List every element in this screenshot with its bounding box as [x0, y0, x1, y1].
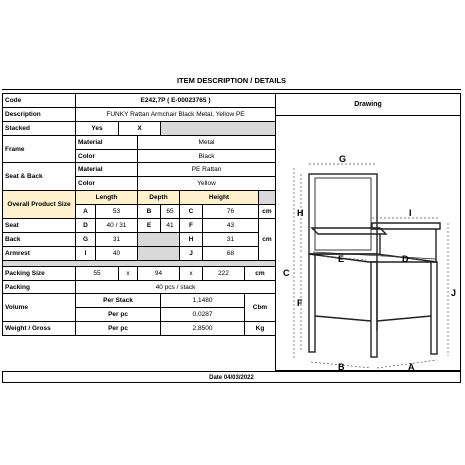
dim-g-value: 31: [96, 232, 138, 246]
packing-value: 40 pcs / stack: [76, 280, 276, 294]
seat-back-material-value: PE Rattan: [138, 163, 276, 177]
length-header: Length: [76, 191, 138, 205]
frame-color-value: Black: [138, 149, 276, 163]
overall-header-row: [3, 191, 276, 205]
dim-h-letter: H: [180, 232, 203, 246]
label-d: D: [402, 254, 409, 264]
packing-row: [3, 280, 276, 294]
label-g: G: [339, 154, 347, 164]
date-footer: Date 04/03/2022: [2, 371, 461, 383]
packing-size-v2: 94: [138, 266, 180, 280]
weight-per-pc-label: Per pc: [76, 322, 161, 336]
volume-per-stack-label: Per Stack: [76, 294, 161, 308]
weight-per-pc-value: 2,8500: [161, 322, 245, 336]
stacked-mark: X: [119, 121, 161, 135]
packing-size-v3: 222: [203, 266, 245, 280]
code-value: E242,7P ( E-00023765 ): [76, 94, 276, 108]
volume-per-stack-value: 1,1480: [161, 294, 245, 308]
packing-label: Packing: [3, 280, 76, 294]
overall-header-empty: [259, 191, 276, 205]
back-label: Back: [3, 232, 76, 246]
dim-b-letter: B: [138, 205, 161, 219]
label-a: A: [408, 362, 415, 371]
dim-h-value: 31: [203, 232, 259, 246]
back-empty: [138, 232, 180, 246]
overall-label: Overall Product Size: [3, 191, 76, 219]
label-e: E: [338, 254, 345, 264]
seat-back-color-value: Yellow: [138, 177, 276, 191]
dim-j-letter: J: [180, 246, 203, 260]
weight-label: Weight / Gross: [3, 322, 76, 336]
description-label: Description: [3, 107, 76, 121]
seat-back-label: Seat & Back: [3, 163, 76, 191]
label-i: I: [409, 208, 412, 218]
chair-frame: [309, 174, 440, 357]
dim-i-value: 40: [96, 246, 138, 260]
stacked-label: Stacked: [3, 121, 76, 135]
dim-j-value: 68: [203, 246, 259, 260]
packing-size-v1: 55: [76, 266, 119, 280]
spec-sheet: [2, 72, 461, 385]
packing-size-x1: x: [119, 266, 138, 280]
spec-table: [2, 93, 276, 336]
frame-color-label: Color: [76, 149, 138, 163]
volume-stack-row: [3, 294, 276, 308]
dim-e-value: 41: [161, 219, 180, 233]
label-h: H: [297, 208, 304, 218]
height-header: Height: [180, 191, 259, 205]
dim-a-letter: A: [76, 205, 96, 219]
code-label: Code: [3, 94, 76, 108]
weight-unit: Kg: [245, 322, 276, 336]
label-c: C: [283, 268, 290, 278]
dim-i-letter: I: [76, 246, 96, 260]
seat-back-material-label: Material: [76, 163, 138, 177]
label-b: B: [338, 362, 345, 371]
stacked-yes: Yes: [76, 121, 119, 135]
dim-c-letter: C: [180, 205, 203, 219]
description-value: FUNKY Rattan Armchair Black Metal, Yellow PE: [76, 107, 276, 121]
drawing-title: Drawing: [276, 94, 460, 116]
back-row: [3, 232, 276, 246]
seat-back-material-row: [3, 163, 276, 177]
frame-material-value: Metal: [138, 135, 276, 149]
armrest-empty: [138, 246, 180, 260]
weight-row: [3, 322, 276, 336]
volume-label: Volume: [3, 294, 76, 322]
packing-size-x2: x: [180, 266, 203, 280]
overall-unit: cm: [259, 205, 276, 219]
depth-header: Depth: [138, 191, 180, 205]
frame-label: Frame: [3, 135, 76, 163]
code-row: [3, 94, 276, 108]
dim-b-value: 65: [161, 205, 180, 219]
frame-material-label: Material: [76, 135, 138, 149]
dim-e-letter: E: [138, 219, 161, 233]
packing-size-label: Packing Size: [3, 266, 76, 280]
volume-per-pc-label: Per pc: [76, 308, 161, 322]
seat-label: Seat: [3, 219, 76, 233]
drawing-panel: [275, 93, 461, 371]
packing-size-unit: cm: [245, 266, 276, 280]
volume-per-pc-value: 0,0287: [161, 308, 245, 322]
chair-drawing: [276, 116, 462, 371]
stacked-empty: [161, 121, 276, 135]
seat-back-color-label: Color: [76, 177, 138, 191]
dim-a-value: 53: [96, 205, 138, 219]
dim-f-letter: F: [180, 219, 203, 233]
dim-d-letter: D: [76, 219, 96, 233]
dim-d-value: 40 / 31: [96, 219, 138, 233]
seat-row: [3, 219, 276, 233]
stacked-row: [3, 121, 276, 135]
frame-material-row: [3, 135, 276, 149]
back-unit: cm: [259, 219, 276, 261]
volume-unit: Cbm: [245, 294, 276, 322]
label-j: J: [451, 288, 457, 298]
description-row: [3, 107, 276, 121]
armrest-label: Armrest: [3, 246, 76, 260]
sheet-title: ITEM DESCRIPTION / DETAILS: [2, 72, 461, 90]
label-f: F: [297, 298, 303, 308]
dim-c-value: 76: [203, 205, 259, 219]
dim-f-value: 43: [203, 219, 259, 233]
dim-g-letter: G: [76, 232, 96, 246]
packing-size-row: [3, 266, 276, 280]
armrest-row: [3, 246, 276, 260]
